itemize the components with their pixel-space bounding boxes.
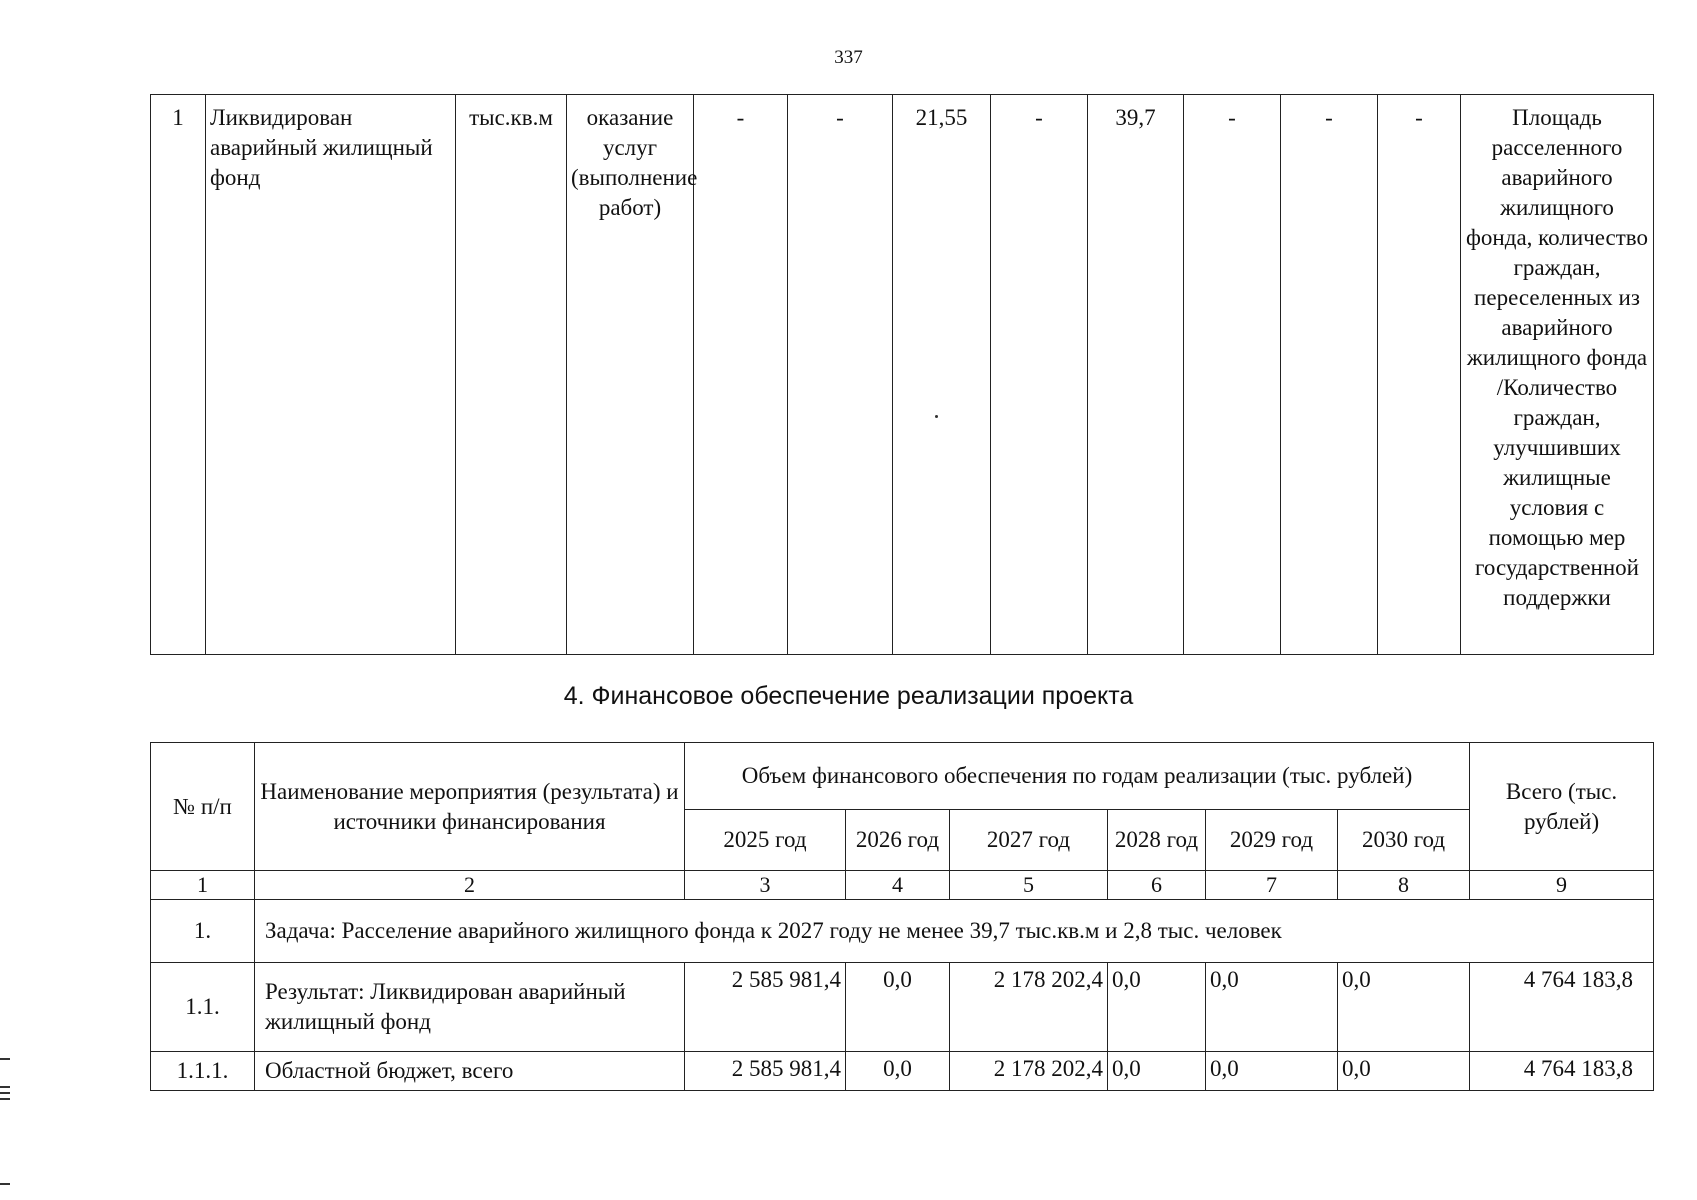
- result-value: 21,55: [893, 95, 991, 655]
- header-year: 2025 год: [685, 810, 846, 871]
- row-value: 0,0: [1206, 963, 1338, 1052]
- row-value: 0,0: [1108, 1052, 1206, 1091]
- table-row: [151, 1052, 1654, 1091]
- header-no: № п/п: [151, 743, 255, 871]
- page-number: 337: [834, 47, 863, 68]
- row-total: 4 764 183,8: [1470, 1052, 1654, 1091]
- result-value: -: [788, 95, 893, 655]
- margin-mark: [0, 1098, 10, 1100]
- row-value: 0,0: [846, 963, 950, 1052]
- result-note: Площадь расселенного аварийного жилищного фонда, количество граждан, переселенных из аварийного жилищного фонда /Количество граждан, улучшивших жилищные условия с помощью мер государственной поддержки: [1461, 95, 1654, 655]
- row-value: 2 585 981,4: [685, 1052, 846, 1091]
- column-number: 6: [1108, 871, 1206, 900]
- header-year: 2026 год: [846, 810, 950, 871]
- header-year: 2029 год: [1206, 810, 1338, 871]
- row-total: 4 764 183,8: [1470, 963, 1654, 1052]
- row-name: Результат: Ликвидирован аварийный жилищный фонд: [255, 963, 685, 1052]
- result-table: [150, 94, 1654, 655]
- result-name: Ликвидирован аварийный жилищный фонд: [206, 95, 456, 655]
- margin-mark: [0, 1092, 10, 1094]
- row-no: 1.1.1.: [151, 1052, 255, 1091]
- margin-mark: [0, 1183, 10, 1185]
- result-row: [151, 95, 1654, 655]
- column-number: 9: [1470, 871, 1654, 900]
- header-year: 2030 год: [1338, 810, 1470, 871]
- header-total: Всего (тыс. рублей): [1470, 743, 1654, 871]
- section-title: 4. Финансовое обеспечение реализации проекта: [563, 682, 1134, 710]
- column-number: 7: [1206, 871, 1338, 900]
- result-value: -: [991, 95, 1088, 655]
- column-number: 1: [151, 871, 255, 900]
- row-value: 2 178 202,4: [950, 1052, 1108, 1091]
- result-value: -: [1378, 95, 1461, 655]
- row-no: 1.1.: [151, 963, 255, 1052]
- row-value: 0,0: [1338, 963, 1470, 1052]
- header-row: [151, 743, 1654, 810]
- row-value: 0,0: [1338, 1052, 1470, 1091]
- task-text: Задача: Расселение аварийного жилищного фонда к 2027 году не менее 39,7 тыс.кв.м и 2,8 тыс. человек: [255, 900, 1654, 963]
- row-value: 2 585 981,4: [685, 963, 846, 1052]
- task-row: [151, 900, 1654, 963]
- header-name: Наименование мероприятия (результата) и источники финансирования: [255, 743, 685, 871]
- header-year: 2027 год: [950, 810, 1108, 871]
- header-year: 2028 год: [1108, 810, 1206, 871]
- header-group: Объем финансового обеспечения по годам реализации (тыс. рублей): [685, 743, 1470, 810]
- row-value: 0,0: [846, 1052, 950, 1091]
- stray-dot: [935, 415, 938, 418]
- result-no: 1: [151, 95, 206, 655]
- row-value: 0,0: [1108, 963, 1206, 1052]
- row-name: Областной бюджет, всего: [255, 1052, 685, 1091]
- financing-table: [150, 742, 1654, 1091]
- result-unit: тыс.кв.м: [456, 95, 567, 655]
- column-number: 5: [950, 871, 1108, 900]
- row-value: 0,0: [1206, 1052, 1338, 1091]
- result-value: -: [1281, 95, 1378, 655]
- table-row: [151, 963, 1654, 1052]
- result-value: 39,7: [1088, 95, 1184, 655]
- task-no: 1.: [151, 900, 255, 963]
- column-number: 8: [1338, 871, 1470, 900]
- column-number: 4: [846, 871, 950, 900]
- row-value: 2 178 202,4: [950, 963, 1108, 1052]
- result-value: -: [694, 95, 788, 655]
- result-type: оказание услуг (выполнение работ): [567, 95, 694, 655]
- result-value: -: [1184, 95, 1281, 655]
- column-number: 3: [685, 871, 846, 900]
- margin-mark: [0, 1086, 10, 1088]
- column-number: 2: [255, 871, 685, 900]
- column-number-row: [151, 871, 1654, 900]
- margin-mark: [0, 1058, 10, 1060]
